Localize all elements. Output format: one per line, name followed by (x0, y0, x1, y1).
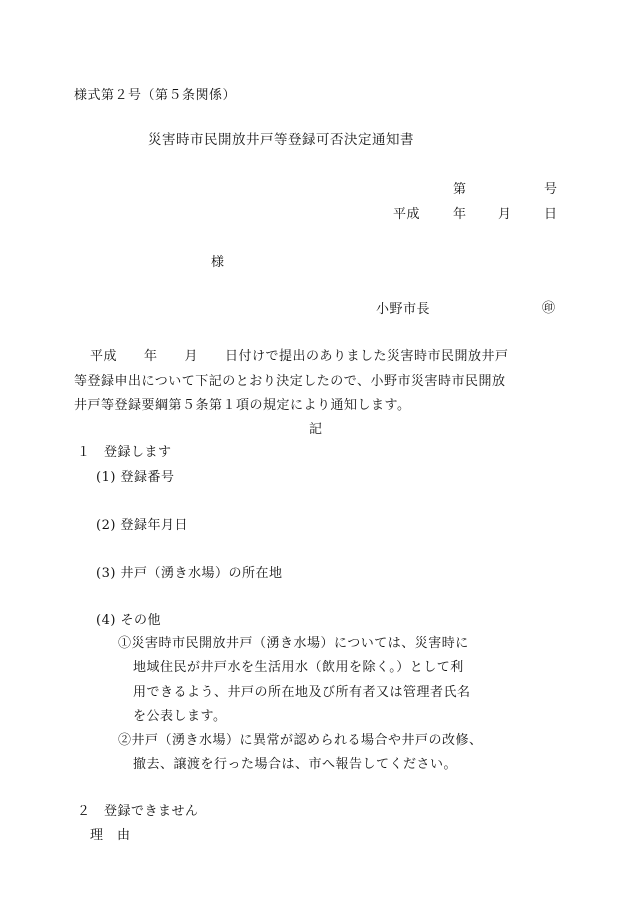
item-other: (4) その他 (96, 613, 162, 628)
section2-heading: ２ 登録できません (77, 804, 199, 819)
addressee-suffix: 様 (211, 255, 225, 270)
doc-number-suffix: 号 (544, 182, 558, 197)
ki-heading: 記 (309, 422, 323, 437)
date-era: 平成 (393, 207, 421, 222)
date-day: 日 (544, 207, 558, 222)
document-title: 災害時市民開放井戸等登録可否決定通知書 (148, 132, 414, 148)
note2-line: 撤去、譲渡を行った場合は、市へ報告してください。 (133, 757, 458, 772)
body-line: 井戸等登録要綱第５条第１項の規定により通知します。 (74, 398, 411, 413)
note1-line: 地域住民が井戸水を生活用水（飲用を除く。）として利 (133, 660, 464, 675)
doc-number-prefix: 第 (453, 182, 467, 197)
reason-label: 理 由 (90, 828, 131, 843)
date-month: 月 (498, 207, 512, 222)
body-line: 等登録申出について下記のとおり決定したので、小野市災害時市民開放 (74, 374, 506, 389)
date-year: 年 (453, 207, 467, 222)
item-registration-date: (2) 登録年月日 (96, 518, 189, 533)
note1-line: 用できるよう、井戸の所在地及び所有者又は管理者氏名 (133, 685, 471, 700)
body-line: 平成 年 月 日付けで提出のありました災害時市民開放井戸 (90, 349, 509, 364)
form-number: 様式第２号（第５条関係） (74, 88, 237, 103)
item-registration-number: (1) 登録番号 (96, 470, 175, 485)
seal-mark: ㊞ (542, 301, 556, 316)
item-well-location: (3) 井戸（湧き水場）の所在地 (96, 566, 283, 581)
note1-line: ①災害時市民開放井戸（湧き水場）については、災害時に (118, 636, 469, 651)
sender-name: 小野市長 (376, 302, 431, 317)
note1-line: を公表します。 (133, 709, 227, 724)
section1-heading: １ 登録します (77, 445, 172, 460)
note2-line: ②井戸（湧き水場）に異常が認められる場合や井戸の改修、 (118, 733, 483, 748)
